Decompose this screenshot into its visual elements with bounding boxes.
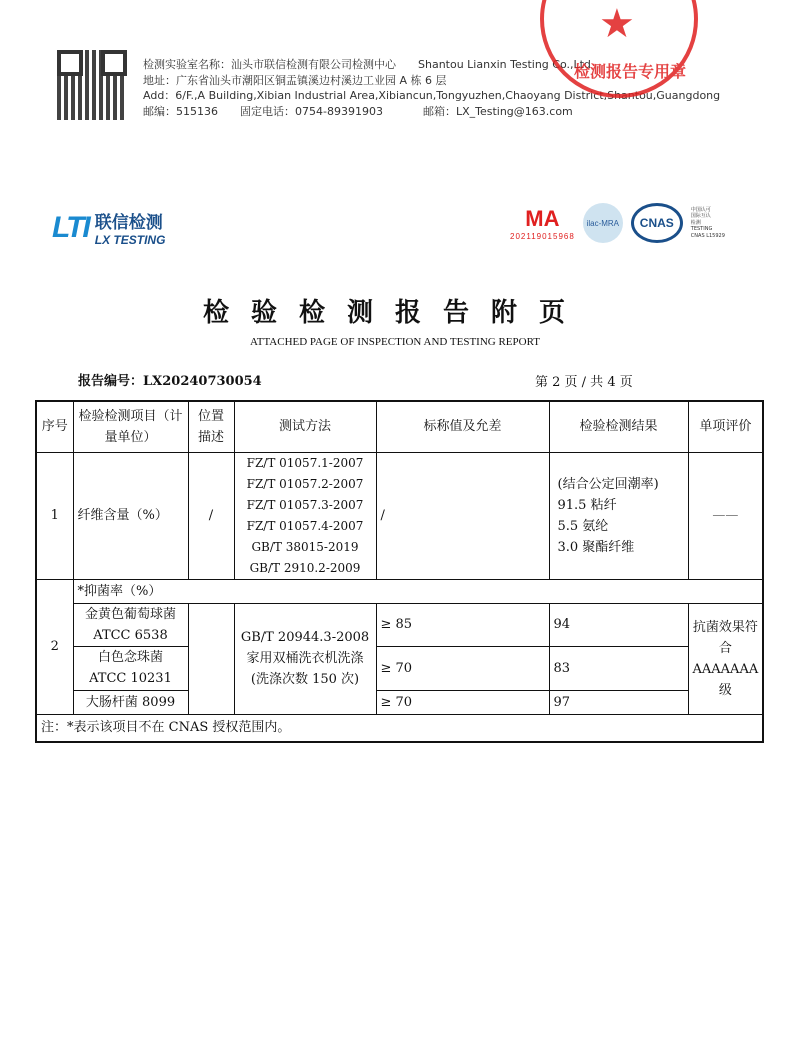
ilac-mra-logo: ilac-MRA (583, 203, 623, 243)
phone: 固定电话：0754-89391903 (240, 104, 383, 118)
test-methods: FZ/T 01057.1-2007 FZ/T 01057.2-2007 FZ/T 01057.3-2007 FZ/T 01057.4-2007 GB/T 38015-2019 GB/T 2910.2-2009 (234, 452, 376, 579)
page-title: 检验检测报告附页 (202, 298, 587, 328)
lab-name-en: Shantou Lianxin Testing Co.,Ltd (418, 58, 591, 71)
table-row: 金黄色葡萄球菌 ATCC 6538 GB/T 20944.3-2008 家用双桶洗衣机洗涤 (洗涤次数 150 次) ≥ 85 94 抗菌效果符合AAAAAAA级 (36, 603, 763, 646)
page-subtitle: ATTACHED PAGE OF INSPECTION AND TESTING REPORT (250, 336, 540, 348)
official-seal: ★ 检测报告专用章 (540, 0, 698, 98)
page-number: 第 2 页 / 共 4 页 (535, 375, 633, 390)
table-row: 2 *抑菌率（%） (36, 579, 763, 603)
cnas-logo: CNAS (631, 203, 683, 243)
results-table (35, 400, 764, 743)
lab-address-en: Add：6/F.,A Building,Xibian Industrial Area,Xibiancun,Tongyuzhen,Chaoyang District,Shantou,Guangdong (143, 89, 721, 102)
company-logo: LTI 联信检测 LX TESTING (52, 210, 166, 247)
cma-logo: MA 202119015968 (510, 205, 575, 241)
lab-address: 地址：广东省汕头市潮阳区铜盂镇溪边村溪边工业园 A 栋 6 层 (143, 73, 447, 87)
lab-name: 检测实验室名称：汕头市联信检测有限公司检测中心 (143, 58, 396, 71)
postcode: 邮编：515136 (143, 104, 218, 118)
star-icon: ★ (599, 1, 635, 47)
table-row: 白色念珠菌 ATCC 10231 ≥ 70 83 (36, 646, 763, 690)
table-row: 大肠杆菌 8099 ≥ 70 97 (36, 690, 763, 714)
table-header: 序号 检验检测项目（计量单位） 位置描述 测试方法 标称值及允差 检验检测结果 单项评价 (36, 401, 763, 452)
table-row: 1 纤维含量（%） / FZ/T 01057.1-2007 FZ/T 01057.2-2007 FZ/T 01057.3-2007 FZ/T 01057.4-2007 GB/T 38015-2019 GB/T 2910.2-2009 / (结合公定回潮率) 91.5 粘纤 5.5 氨纶 3.0 聚酯纤维 —— (36, 452, 763, 579)
cnas-text: 中国认可 国际互认 检测 TESTING CNAS L15929 (690, 206, 725, 239)
certification-logos (510, 203, 725, 243)
test-results: (结合公定回潮率) 91.5 粘纤 5.5 氨纶 3.0 聚酯纤维 (549, 452, 688, 579)
email: 邮箱：LX_Testing@163.com (422, 104, 573, 118)
table-note: 注：*表示该项目不在 CNAS 授权范围内。 (36, 714, 763, 742)
qr-code (57, 50, 127, 120)
report-number: 报告编号：LX20240730054 (78, 374, 262, 389)
